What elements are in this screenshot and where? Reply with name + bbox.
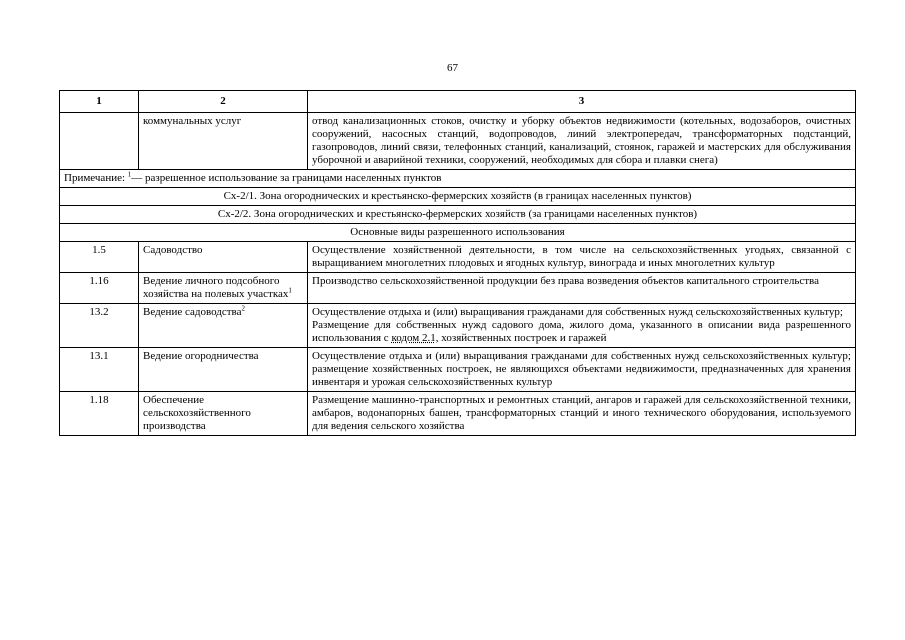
cell-name: Садоводство [139, 242, 308, 273]
header-col-2: 2 [139, 91, 308, 113]
cell-name: коммунальных услуг [139, 113, 308, 170]
table-row [60, 242, 856, 273]
page-number: 67 [447, 62, 458, 74]
zoning-table [59, 90, 856, 436]
name-sup: 1 [288, 286, 292, 295]
zone-row-2 [60, 206, 856, 224]
cell-code: 1.5 [60, 242, 139, 273]
desc-text: Размещение для собственных нужд садового дома, жилого дома, указанного в описании вида разрешенного использования с [312, 319, 851, 344]
section-row [60, 224, 856, 242]
cell-name [139, 304, 308, 348]
name-text: Ведение личного подсобного хозяйства на полевых участках [143, 275, 289, 300]
note-text: — разрешенное использование за границами населенных пунктов [131, 172, 442, 184]
cell-description: Осуществление хозяйственной деятельности, в том числе на сельскохозяйственных угодьях, связанной с выращиванием многолетних плодовых и ягодных культур, винограда и иных многолетних культур [308, 242, 856, 273]
note-prefix: Примечание: [64, 172, 128, 184]
name-text: Ведение садоводства [143, 306, 242, 318]
cell-code [60, 113, 139, 170]
table-row [60, 304, 856, 348]
zone-title-2: Сх-2/2. Зона огороднических и крестьянско-фермерских хозяйств (за границами населенных пунктов) [60, 206, 856, 224]
cell-name [139, 273, 308, 304]
header-col-1: 1 [60, 91, 139, 113]
table-row [60, 113, 856, 170]
cell-code: 1.18 [60, 392, 139, 436]
desc-paragraph-1: Осуществление отдыха и (или) выращивания гражданами для собственных нужд сельскохозяйственных культур; [312, 306, 843, 318]
cell-code: 13.1 [60, 348, 139, 392]
name-sup: 2 [241, 304, 245, 313]
zone-row-1 [60, 188, 856, 206]
section-title: Основные виды разрешенного использования [60, 224, 856, 242]
desc-text-end: , хозяйственных построек и гаражей [435, 332, 607, 344]
note-cell [60, 170, 856, 188]
cell-code: 1.16 [60, 273, 139, 304]
cell-name: Ведение огородничества [139, 348, 308, 392]
note-row [60, 170, 856, 188]
cell-description: Осуществление отдыха и (или) выращивания гражданами для собственных нужд сельскохозяйственных культур; размещение хозяйственных построек, не являющихся объектами недвижимости, предназначенных для хранения инвентаря и урожая сельскохозяйственных культур [308, 348, 856, 392]
table-row [60, 273, 856, 304]
cell-name: Обеспечение сельскохозяйственного производства [139, 392, 308, 436]
table-row [60, 392, 856, 436]
table-header-row [60, 91, 856, 113]
note-sup: 1 [127, 170, 132, 179]
zone-title-1: Сх-2/1. Зона огороднических и крестьянско-фермерских хозяйств (в границах населенных пунктов) [60, 188, 856, 206]
cell-description: отвод канализационных стоков, очистку и уборку объектов недвижимости (котельных, водозаборов, очистных сооружений, насосных станций, водопроводов, линий электропередач, трансформаторных подстанций, газопроводов, линий связи, телефонных станций, канализаций, стоянок, гаражей и мастерских для обслуживания уборочной и аварийной техники, сооружений, необходимых для сбора и плавки снега) [308, 113, 856, 170]
cell-description [308, 304, 856, 348]
cell-code: 13.2 [60, 304, 139, 348]
desc-paragraph-2 [312, 319, 851, 345]
table-row [60, 348, 856, 392]
code-link[interactable]: кодом 2.1 [391, 332, 436, 344]
cell-description: Размещение машинно-транспортных и ремонтных станций, ангаров и гаражей для сельскохозяйственной техники, амбаров, водонапорных башен, трансформаторных станций и иного технического оборудования, используемого для ведения сельского хозяйства [308, 392, 856, 436]
cell-description: Производство сельскохозяйственной продукции без права возведения объектов капитального строительства [308, 273, 856, 304]
header-col-3: 3 [308, 91, 856, 113]
